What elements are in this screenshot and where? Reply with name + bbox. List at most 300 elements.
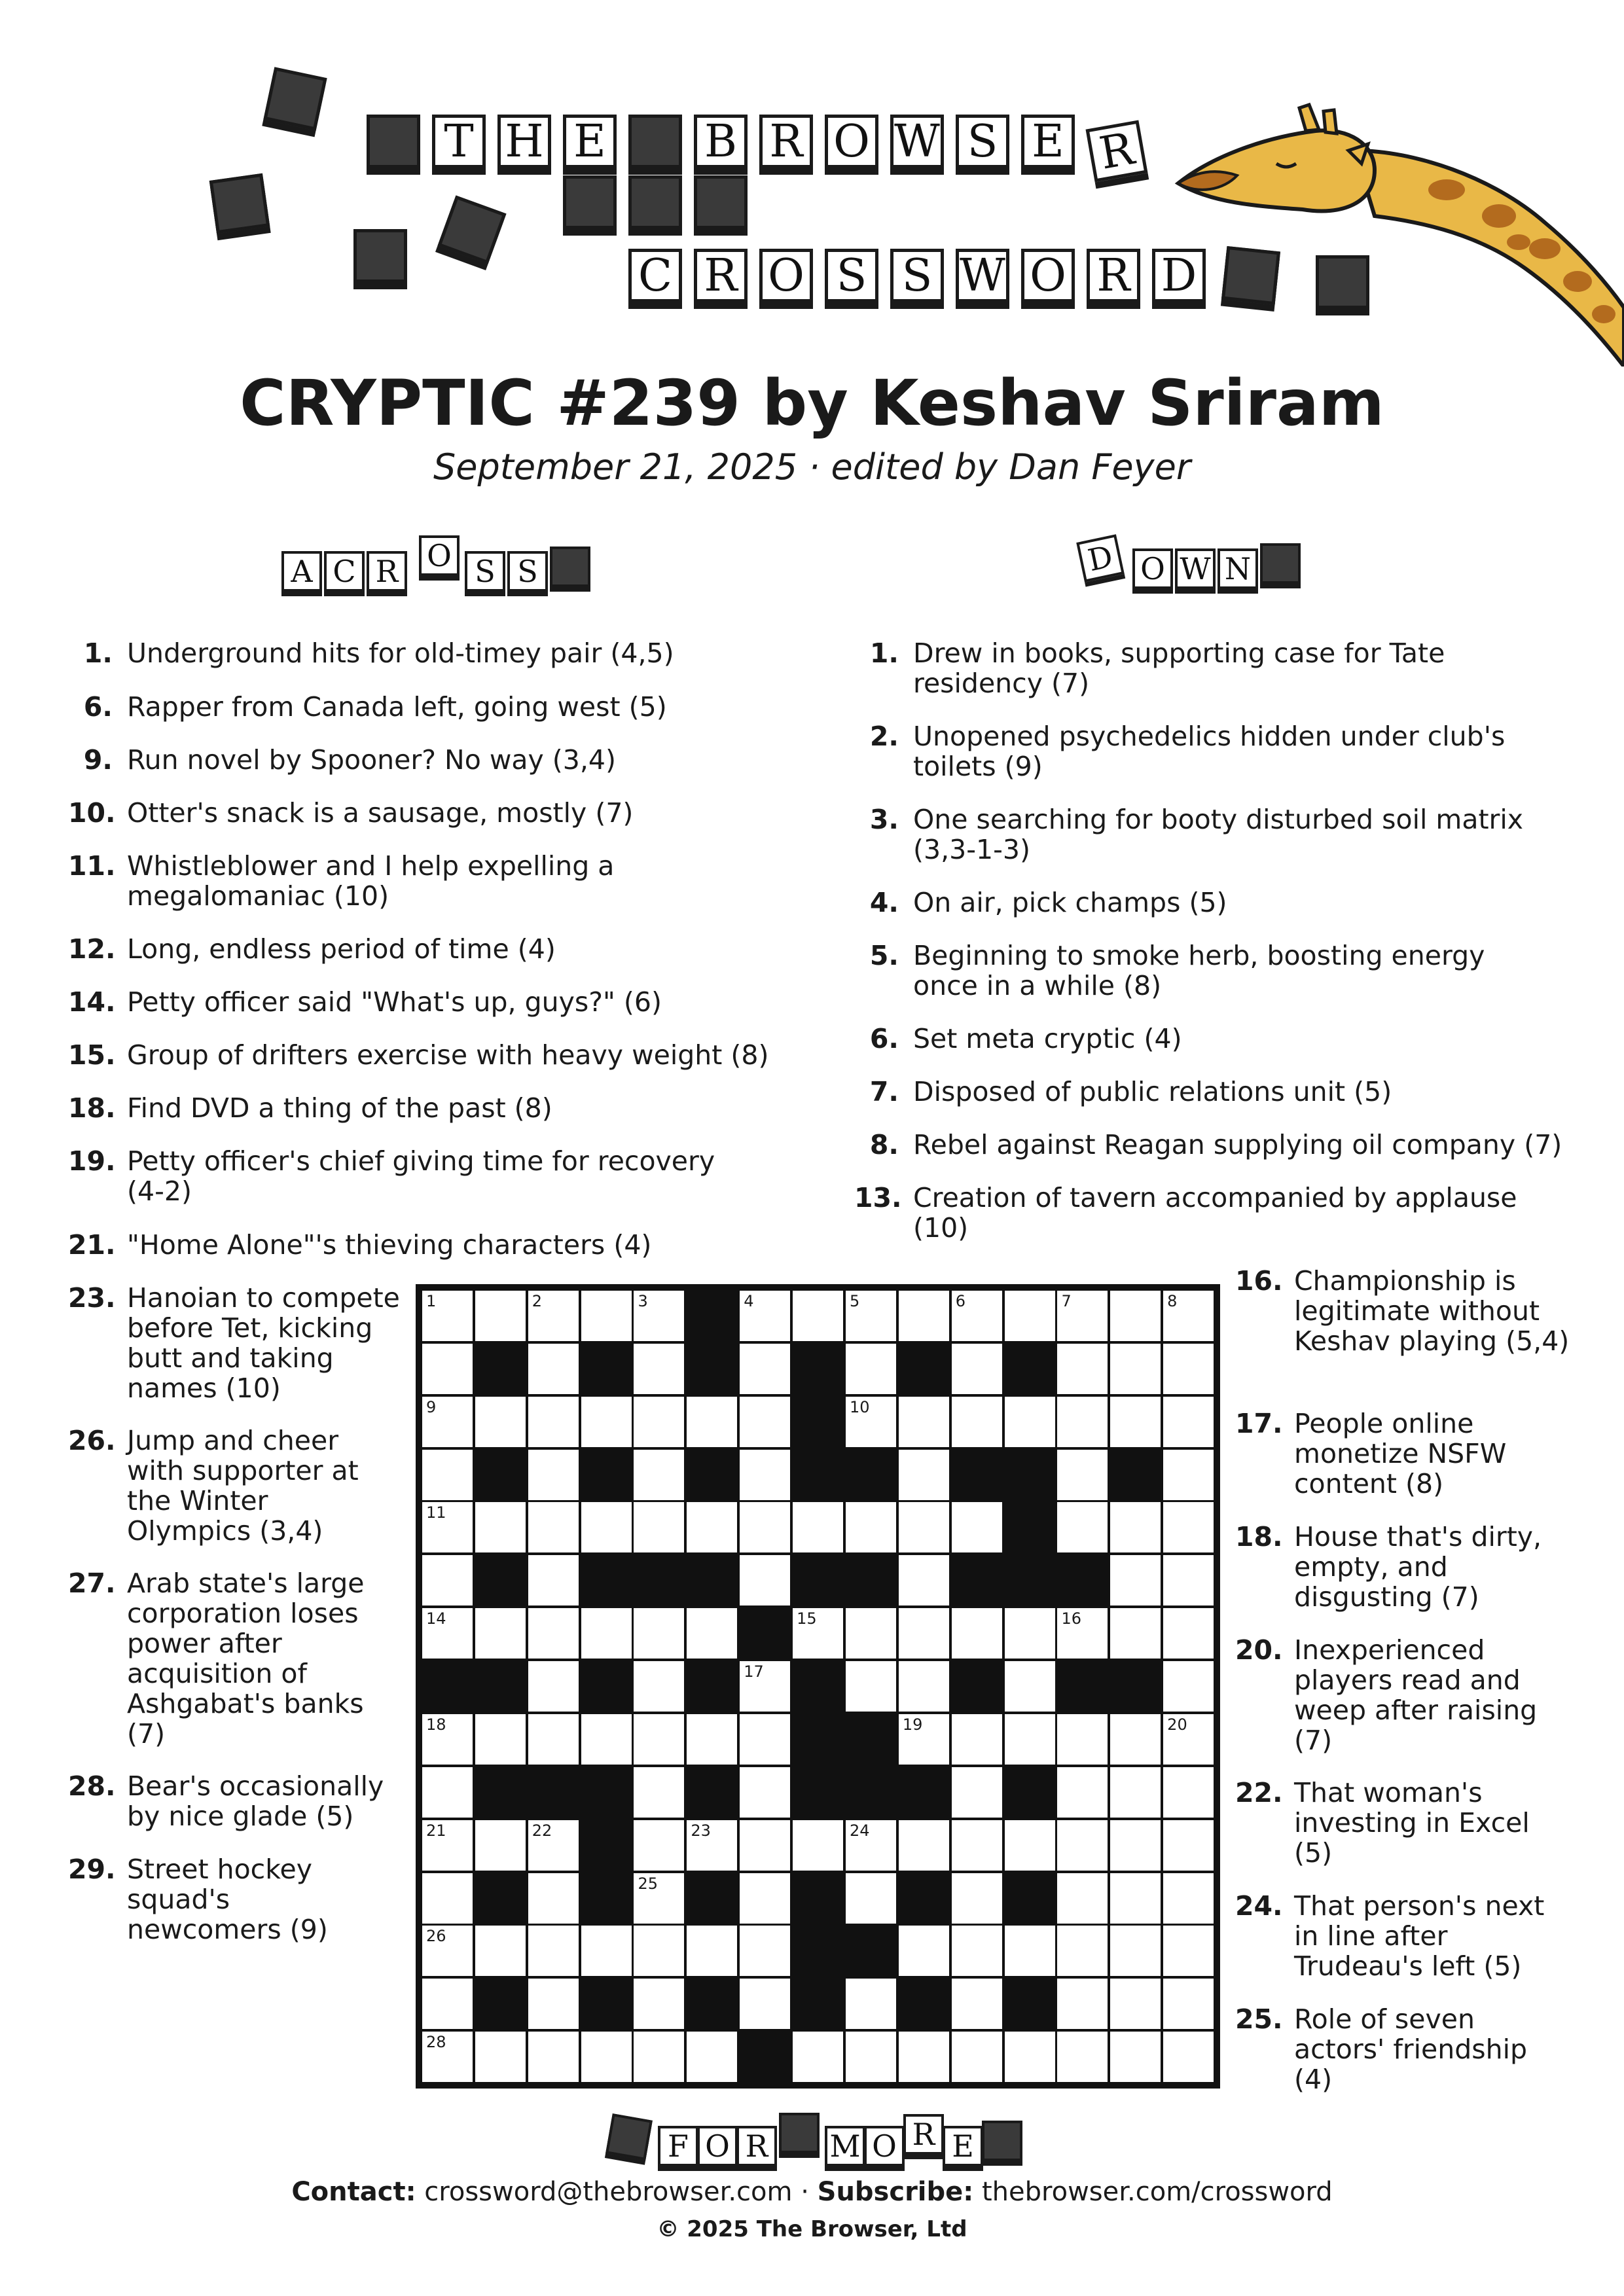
grid-cell[interactable] (1109, 1924, 1162, 1977)
grid-block (791, 1342, 844, 1395)
heading-block (550, 547, 590, 587)
grid-cell[interactable] (527, 2030, 580, 2083)
logo-block (263, 67, 327, 130)
grid-cell[interactable] (791, 1607, 844, 1660)
grid-cell[interactable] (897, 1924, 950, 1977)
grid-cell[interactable] (1003, 1819, 1056, 1872)
grid-cell[interactable] (1162, 1713, 1215, 1766)
heading-letter: C (324, 551, 365, 592)
grid-cell[interactable] (421, 1977, 474, 2030)
grid-cell[interactable] (580, 1713, 633, 1766)
clue-across: 9. Run novel by Spooner? No way (3,4) (83, 744, 616, 776)
grid-block (474, 1872, 527, 1925)
grid-cell[interactable] (421, 1872, 474, 1925)
clue-down: 18. House that's dirty, empty, and disgusting (7) (1235, 1521, 1542, 1613)
grid-cell[interactable] (1003, 1660, 1056, 1713)
grid-cell[interactable] (580, 1395, 633, 1448)
logo-letter: W (890, 115, 944, 168)
grid-cell[interactable] (1162, 1289, 1215, 1342)
heading-letter: R (903, 2114, 944, 2155)
crossword-grid[interactable] (416, 1284, 1220, 2089)
cell-number: 17 (744, 1662, 764, 1681)
cell-number: 18 (426, 1715, 446, 1734)
grid-cell[interactable] (791, 1819, 844, 1872)
grid-cell[interactable] (738, 1342, 791, 1395)
grid-cell[interactable] (1109, 1977, 1162, 2030)
grid-cell[interactable] (474, 1819, 527, 1872)
cell-number: 20 (1167, 1715, 1187, 1734)
grid-cell[interactable] (950, 2030, 1003, 2083)
grid-cell[interactable] (421, 1554, 474, 1607)
logo-letter: R (1086, 120, 1148, 183)
grid-block (950, 1448, 1003, 1501)
grid-block (1003, 1342, 1056, 1395)
grid-block (580, 1660, 633, 1713)
grid-cell[interactable] (1162, 1342, 1215, 1395)
grid-cell[interactable] (474, 1289, 527, 1342)
grid-cell[interactable] (738, 1395, 791, 1448)
grid-cell[interactable] (1003, 1924, 1056, 1977)
grid-cell[interactable] (421, 1395, 474, 1448)
cell-number: 11 (426, 1503, 446, 1522)
grid-cell[interactable] (1056, 1395, 1109, 1448)
grid-cell[interactable] (897, 1819, 950, 1872)
clue-across: 19. Petty officer's chief giving time for recovery (4-2) (68, 1145, 715, 1207)
contact-label: Contact: (291, 2177, 416, 2207)
grid-cell[interactable] (527, 1713, 580, 1766)
heading-letter: O (697, 2126, 738, 2166)
grid-cell[interactable] (844, 1395, 897, 1448)
grid-cell[interactable] (421, 1342, 474, 1395)
grid-cell[interactable] (580, 1607, 633, 1660)
grid-cell[interactable] (527, 1660, 580, 1713)
grid-cell[interactable] (738, 1713, 791, 1766)
clue-down: 20. Inexperienced players read and weep after raising (7) (1235, 1634, 1538, 1756)
clue-across: 1. Underground hits for old-timey pair (4,5) (83, 637, 674, 669)
clue-across: 6. Rapper from Canada left, going west (5) (83, 691, 667, 723)
page-title: CRYPTIC #239 by Keshav Sriram (240, 367, 1384, 440)
grid-cell[interactable] (1056, 1607, 1109, 1660)
grid-cell[interactable] (1056, 1342, 1109, 1395)
grid-cell[interactable] (1056, 1924, 1109, 1977)
grid-cell[interactable] (580, 1924, 633, 1977)
grid-cell[interactable] (738, 1977, 791, 2030)
grid-cell[interactable] (632, 1448, 685, 1501)
logo-letter: R (759, 115, 813, 168)
grid-cell[interactable] (1056, 2030, 1109, 2083)
separator: · (801, 2177, 809, 2207)
clue-down: 8. Rebel against Reagan supplying oil company (7) (869, 1129, 1562, 1160)
cell-number: 24 (849, 1821, 870, 1840)
grid-cell[interactable] (421, 1289, 474, 1342)
grid-block (950, 1554, 1003, 1607)
grid-cell[interactable] (1162, 1924, 1215, 1977)
grid-cell[interactable] (685, 1607, 738, 1660)
clue-across: 18. Find DVD a thing of the past (8) (68, 1092, 552, 1124)
logo-block (209, 173, 270, 234)
grid-cell[interactable] (1162, 1448, 1215, 1501)
grid-cell[interactable] (632, 1819, 685, 1872)
heading-letter: N (1218, 548, 1258, 589)
grid-cell[interactable] (950, 1289, 1003, 1342)
cell-number: 19 (902, 1715, 923, 1734)
grid-cell[interactable] (738, 1501, 791, 1554)
cell-number: 25 (638, 1874, 659, 1893)
grid-block (844, 1713, 897, 1766)
grid-cell[interactable] (421, 1819, 474, 1872)
cell-number: 22 (532, 1821, 552, 1840)
grid-cell[interactable] (1056, 1289, 1109, 1342)
grid-cell[interactable] (421, 2030, 474, 2083)
grid-cell[interactable] (685, 2030, 738, 2083)
clue-down: 1. Drew in books, supporting case for Tate residency (7) (869, 637, 1445, 699)
logo-letter: E (1021, 115, 1075, 168)
grid-cell[interactable] (950, 1766, 1003, 1819)
grid-cell[interactable] (1003, 1607, 1056, 1660)
grid-cell[interactable] (950, 1607, 1003, 1660)
clue-down: 24. That person's next in line after Trudeau's left (5) (1235, 1890, 1545, 1982)
grid-cell[interactable] (738, 1554, 791, 1607)
grid-block (474, 1554, 527, 1607)
grid-cell[interactable] (474, 2030, 527, 2083)
contact-email[interactable]: crossword@thebrowser.com (424, 2177, 793, 2207)
grid-cell[interactable] (791, 2030, 844, 2083)
grid-cell[interactable] (474, 1607, 527, 1660)
grid-cell[interactable] (1109, 1819, 1162, 1872)
grid-cell[interactable] (844, 1501, 897, 1554)
grid-cell[interactable] (897, 1448, 950, 1501)
grid-block (580, 1872, 633, 1925)
grid-block (844, 1448, 897, 1501)
heading-letter: M (825, 2126, 865, 2166)
grid-cell[interactable] (527, 1554, 580, 1607)
grid-cell[interactable] (1162, 1607, 1215, 1660)
grid-block (844, 1924, 897, 1977)
grid-cell[interactable] (632, 1395, 685, 1448)
grid-cell[interactable] (1003, 1289, 1056, 1342)
grid-block (685, 1660, 738, 1713)
grid-cell[interactable] (580, 1501, 633, 1554)
grid-cell[interactable] (632, 1766, 685, 1819)
clue-down: 5. Beginning to smoke herb, boosting energy once in a while (8) (869, 940, 1485, 1001)
heading-letter: W (1175, 548, 1216, 589)
grid-cell[interactable] (1056, 1977, 1109, 2030)
grid-cell[interactable] (791, 1289, 844, 1342)
clue-down: 7. Disposed of public relations unit (5) (869, 1076, 1392, 1107)
grid-cell[interactable] (738, 1924, 791, 1977)
grid-cell[interactable] (685, 1395, 738, 1448)
grid-cell[interactable] (527, 1924, 580, 1977)
grid-block (1003, 1554, 1056, 1607)
grid-block (474, 1766, 527, 1819)
logo-letter: T (432, 115, 486, 168)
grid-cell[interactable] (527, 1395, 580, 1448)
grid-cell[interactable] (1162, 1554, 1215, 1607)
logo-letter: E (563, 115, 617, 168)
grid-cell[interactable] (632, 1607, 685, 1660)
heading-block (605, 2113, 653, 2161)
grid-block (791, 1977, 844, 2030)
grid-cell[interactable] (738, 1660, 791, 1713)
grid-cell[interactable] (1162, 1766, 1215, 1819)
clue-down: 16. Championship is legitimate without Keshav playing (5,4) (1235, 1265, 1570, 1357)
page-subtitle: September 21, 2025 · edited by Dan Feyer (433, 446, 1191, 488)
clue-across: 11. Whistleblower and I help expelling a megalomaniac (10) (68, 850, 615, 912)
grid-block (580, 1766, 633, 1819)
grid-cell[interactable] (632, 1977, 685, 2030)
cell-number: 3 (638, 1292, 648, 1310)
grid-cell[interactable] (738, 1766, 791, 1819)
clue-across: 26. Jump and cheer with supporter at the Winter Olympics (3,4) (68, 1425, 359, 1547)
logo-letter: R (694, 249, 748, 302)
grid-cell[interactable] (527, 1448, 580, 1501)
grid-block (685, 1554, 738, 1607)
clue-across: 23. Hanoian to compete before Tet, kicking butt and taking names (10) (68, 1282, 400, 1404)
grid-cell[interactable] (844, 1872, 897, 1925)
grid-cell[interactable] (474, 1501, 527, 1554)
grid-block (632, 1554, 685, 1607)
grid-cell[interactable] (844, 2030, 897, 2083)
grid-cell[interactable] (844, 1607, 897, 1660)
clue-across: 12. Long, endless period of time (4) (68, 933, 556, 965)
grid-block (474, 1342, 527, 1395)
grid-block (474, 1448, 527, 1501)
cell-number: 5 (849, 1292, 860, 1310)
grid-cell[interactable] (421, 1713, 474, 1766)
heading-block (1260, 543, 1301, 584)
grid-cell[interactable] (1109, 1713, 1162, 1766)
grid-block (1109, 1448, 1162, 1501)
logo-letter: S (890, 249, 944, 302)
grid-cell[interactable] (950, 1342, 1003, 1395)
grid-cell[interactable] (897, 1660, 950, 1713)
grid-cell[interactable] (897, 2030, 950, 2083)
grid-cell[interactable] (738, 1448, 791, 1501)
grid-cell[interactable] (1056, 1713, 1109, 1766)
grid-cell[interactable] (685, 1713, 738, 1766)
logo-letter: C (628, 249, 682, 302)
grid-block (1109, 1660, 1162, 1713)
grid-cell[interactable] (1003, 1713, 1056, 1766)
grid-cell[interactable] (632, 2030, 685, 2083)
grid-cell[interactable] (580, 2030, 633, 2083)
subscribe-link[interactable]: thebrowser.com/crossword (982, 2177, 1333, 2207)
grid-block (474, 1660, 527, 1713)
grid-cell[interactable] (474, 1713, 527, 1766)
grid-cell[interactable] (474, 1924, 527, 1977)
clue-down: 3. One searching for booty disturbed soil matrix (3,3-1-3) (869, 804, 1524, 865)
logo-block (628, 115, 682, 168)
heading-letter: O (419, 535, 460, 576)
logo-letter: O (759, 249, 813, 302)
grid-cell[interactable] (897, 1607, 950, 1660)
grid-cell[interactable] (738, 1819, 791, 1872)
grid-block (844, 1554, 897, 1607)
grid-cell[interactable] (950, 1872, 1003, 1925)
grid-cell[interactable] (1162, 1872, 1215, 1925)
grid-cell[interactable] (897, 1289, 950, 1342)
grid-cell[interactable] (632, 1924, 685, 1977)
grid-cell[interactable] (1056, 1872, 1109, 1925)
grid-block (474, 1977, 527, 2030)
grid-cell[interactable] (1109, 1607, 1162, 1660)
heading-letter: S (465, 551, 505, 592)
grid-cell[interactable] (527, 1607, 580, 1660)
grid-block (897, 1872, 950, 1925)
heading-letter: D (1076, 534, 1125, 583)
clue-across: 10. Otter's snack is a sausage, mostly (7) (68, 797, 634, 829)
grid-cell[interactable] (1109, 1342, 1162, 1395)
grid-cell[interactable] (421, 1607, 474, 1660)
grid-cell[interactable] (950, 1395, 1003, 1448)
grid-cell[interactable] (950, 1713, 1003, 1766)
grid-block (791, 1872, 844, 1925)
grid-block (580, 1448, 633, 1501)
grid-block (527, 1766, 580, 1819)
grid-block (685, 1872, 738, 1925)
grid-cell[interactable] (844, 1660, 897, 1713)
cell-number: 14 (426, 1609, 446, 1628)
grid-cell[interactable] (527, 1289, 580, 1342)
grid-cell[interactable] (1162, 1501, 1215, 1554)
heading-letter: R (736, 2126, 777, 2166)
grid-block (897, 1766, 950, 1819)
grid-cell[interactable] (421, 1924, 474, 1977)
grid-cell[interactable] (1109, 1872, 1162, 1925)
grid-cell[interactable] (421, 1766, 474, 1819)
grid-cell[interactable] (1003, 1395, 1056, 1448)
grid-cell[interactable] (632, 1289, 685, 1342)
grid-cell[interactable] (1109, 1501, 1162, 1554)
grid-block (791, 1924, 844, 1977)
grid-cell[interactable] (527, 1501, 580, 1554)
grid-cell[interactable] (897, 1501, 950, 1554)
cell-number: 21 (426, 1821, 446, 1840)
heading-letter: S (507, 551, 548, 592)
grid-cell[interactable] (897, 1395, 950, 1448)
logo-block (353, 229, 407, 283)
grid-cell[interactable] (1109, 1289, 1162, 1342)
cell-number: 7 (1061, 1292, 1072, 1310)
clue-down: 17. People online monetize NSFW content (8) (1235, 1408, 1507, 1499)
grid-cell[interactable] (632, 1660, 685, 1713)
cell-number: 10 (849, 1397, 870, 1416)
grid-cell[interactable] (632, 1713, 685, 1766)
grid-block (685, 1977, 738, 2030)
grid-block (791, 1660, 844, 1713)
grid-cell[interactable] (897, 1713, 950, 1766)
grid-cell[interactable] (738, 1872, 791, 1925)
heading-letter: E (943, 2126, 983, 2166)
clue-across: 14. Petty officer said "What's up, guys?" (6) (68, 986, 662, 1018)
grid-cell[interactable] (1109, 1554, 1162, 1607)
grid-cell[interactable] (897, 1554, 950, 1607)
grid-cell[interactable] (791, 1501, 844, 1554)
grid-cell[interactable] (527, 1872, 580, 1925)
grid-block (685, 1766, 738, 1819)
grid-block (1003, 1872, 1056, 1925)
grid-cell[interactable] (950, 1924, 1003, 1977)
grid-cell[interactable] (950, 1977, 1003, 2030)
clue-across: 28. Bear's occasionally by nice glade (5) (68, 1770, 384, 1832)
grid-cell[interactable] (1109, 1395, 1162, 1448)
logo-block (694, 175, 748, 229)
grid-block (1056, 1660, 1109, 1713)
logo-letter: W (956, 249, 1009, 302)
grid-block (844, 1766, 897, 1819)
logo-block (628, 175, 682, 229)
logo-letter: S (956, 115, 1009, 168)
grid-block (580, 1342, 633, 1395)
grid-cell[interactable] (1109, 1766, 1162, 1819)
heading-block (982, 2121, 1022, 2161)
grid-cell[interactable] (632, 1342, 685, 1395)
grid-block (580, 1977, 633, 2030)
grid-cell[interactable] (685, 1924, 738, 1977)
grid-cell[interactable] (1162, 1977, 1215, 2030)
grid-cell[interactable] (950, 1819, 1003, 1872)
grid-cell[interactable] (527, 1342, 580, 1395)
grid-cell[interactable] (1056, 1501, 1109, 1554)
heading-letter: R (367, 551, 407, 592)
subscribe-label: Subscribe: (817, 2177, 974, 2207)
grid-cell[interactable] (1162, 1395, 1215, 1448)
grid-cell[interactable] (1162, 1660, 1215, 1713)
grid-cell[interactable] (1056, 1448, 1109, 1501)
grid-cell[interactable] (527, 1977, 580, 2030)
grid-block (791, 1554, 844, 1607)
grid-cell[interactable] (1056, 1819, 1109, 1872)
grid-cell[interactable] (421, 1501, 474, 1554)
grid-block (580, 1819, 633, 1872)
grid-cell[interactable] (1109, 2030, 1162, 2083)
grid-block (791, 1713, 844, 1766)
grid-cell[interactable] (1162, 1819, 1215, 1872)
grid-cell[interactable] (1056, 1766, 1109, 1819)
grid-cell[interactable] (474, 1395, 527, 1448)
logo-letter: O (825, 115, 878, 168)
clue-down: 6. Set meta cryptic (4) (869, 1023, 1182, 1054)
grid-cell[interactable] (1003, 2030, 1056, 2083)
cell-number: 4 (744, 1292, 754, 1310)
grid-cell[interactable] (580, 1289, 633, 1342)
grid-cell[interactable] (738, 1289, 791, 1342)
giraffe-illustration (1152, 92, 1624, 367)
grid-cell[interactable] (632, 1872, 685, 1925)
logo-letter: D (1152, 249, 1206, 302)
grid-cell[interactable] (685, 1501, 738, 1554)
cell-number: 8 (1167, 1292, 1178, 1310)
cell-number: 15 (797, 1609, 817, 1628)
logo-block (367, 115, 420, 168)
grid-block (791, 1448, 844, 1501)
grid-cell[interactable] (844, 1289, 897, 1342)
grid-cell[interactable] (421, 1448, 474, 1501)
grid-cell[interactable] (527, 1819, 580, 1872)
grid-cell[interactable] (844, 1819, 897, 1872)
heading-block (779, 2113, 820, 2153)
grid-cell[interactable] (844, 1977, 897, 2030)
clue-across: 27. Arab state's large corporation loses power after acquisition of Ashgabat's banks (7) (68, 1568, 365, 1749)
grid-cell[interactable] (685, 1819, 738, 1872)
grid-cell[interactable] (632, 1501, 685, 1554)
grid-cell[interactable] (950, 1501, 1003, 1554)
grid-cell[interactable] (1162, 2030, 1215, 2083)
grid-block (897, 1977, 950, 2030)
clue-down: 22. That woman's investing in Excel (5) (1235, 1777, 1530, 1869)
clue-down: 25. Role of seven actors' friendship (4) (1235, 2003, 1528, 2095)
grid-cell[interactable] (844, 1342, 897, 1395)
